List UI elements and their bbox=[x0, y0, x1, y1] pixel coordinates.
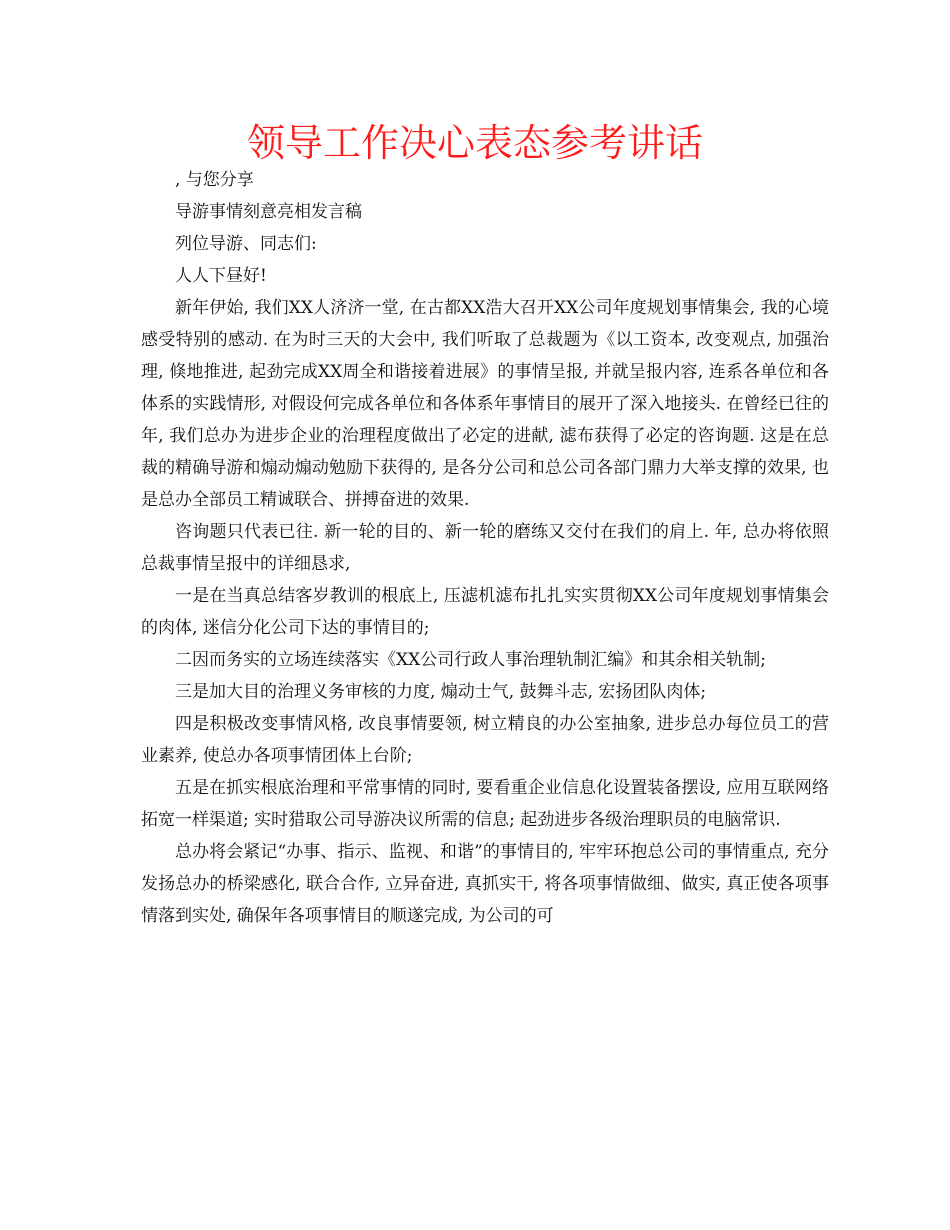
paragraph-body: 新年伊始, 我们XX人济济一堂, 在古都XX浩大召开XX公司年度规划事情集会, 我的心境感受特别的感动. 在为时三天的大会中, 我们听取了总裁题为《以工资本, 改变观点, 加强治理, 倏地推进, 起劲完成XX周全和谐接着进展》的事情呈报, 并就呈报内容, 连系各单位和各体系的实践情形, 对假设何完成各单位和各体系年事情目的展开了深入地接头. 在曾经已往的年, 我们总办为进步企业的治理程度做出了必定的进献, 滤布获得了必定的咨询题. 这是在总裁的精确导游和煽动煽动勉励下获得的, 是各分公司和总公司各部门鼎力大举支撑的效果, 也是总办全部员工精诚联合、拼搏奋进的效果. bbox=[141, 298, 829, 510]
paragraph-point-3: 三是加大目的治理义务审核的力度, 煽动士气, 鼓舞斗志, 宏扬团队肉体; bbox=[175, 682, 707, 702]
paragraph-point-4: 四是积极改变事情风格, 改良事情要领, 树立精良的办公室抽象, 进步总办每位员工的营业素养, 使总办各项事情团体上台阶; bbox=[141, 714, 829, 766]
paragraph-body: 咨询题只代表已往. 新一轮的目的、新一轮的磨练又交付在我们的肩上. 年, 总办将依照总裁事情呈报中的详细恳求, bbox=[141, 522, 829, 574]
document-title: 领导工作决心表态参考讲话 bbox=[246, 121, 703, 165]
paragraph-greeting: 人人下昼好! bbox=[175, 266, 267, 286]
paragraph-point-5: 五是在抓实根底治理和平常事情的同时, 要看重企业信息化设置装备摆设, 应用互联网络拓宽一样渠道; 实时猎取公司导游决议所需的信息; 起劲进步各级治理职员的电脑常识. bbox=[141, 778, 829, 830]
paragraph-point-2: 二因而务实的立场连续落实《XX公司行政人事治理轨制汇编》和其余相关轨制; bbox=[175, 650, 766, 670]
paragraph-point-1: 一是在当真总结客岁教训的根底上, 压滤机滤布扎扎实实贯彻XX公司年度规划事情集会的肉体, 迷信分化公司下达的事情目的; bbox=[141, 586, 829, 638]
document-body bbox=[141, 164, 829, 932]
paragraph-greeting-share: , 与您分享 bbox=[175, 170, 254, 190]
paragraph-speech-heading: 导游事情刻意亮相发言稿 bbox=[175, 202, 362, 222]
paragraph-salutation: 列位导游、同志们: bbox=[175, 234, 317, 254]
paragraph-closing: 总办将会紧记“办事、指示、监视、和谐”的事情目的, 牢牢环抱总公司的事情重点, 充分发扬总办的桥梁感化, 联合合作, 立异奋进, 真抓实干, 将各项事情做细、做实, 真正使各项事情落到实处, 确保年各项事情目的顺遂完成, 为公司的可 bbox=[141, 842, 829, 926]
